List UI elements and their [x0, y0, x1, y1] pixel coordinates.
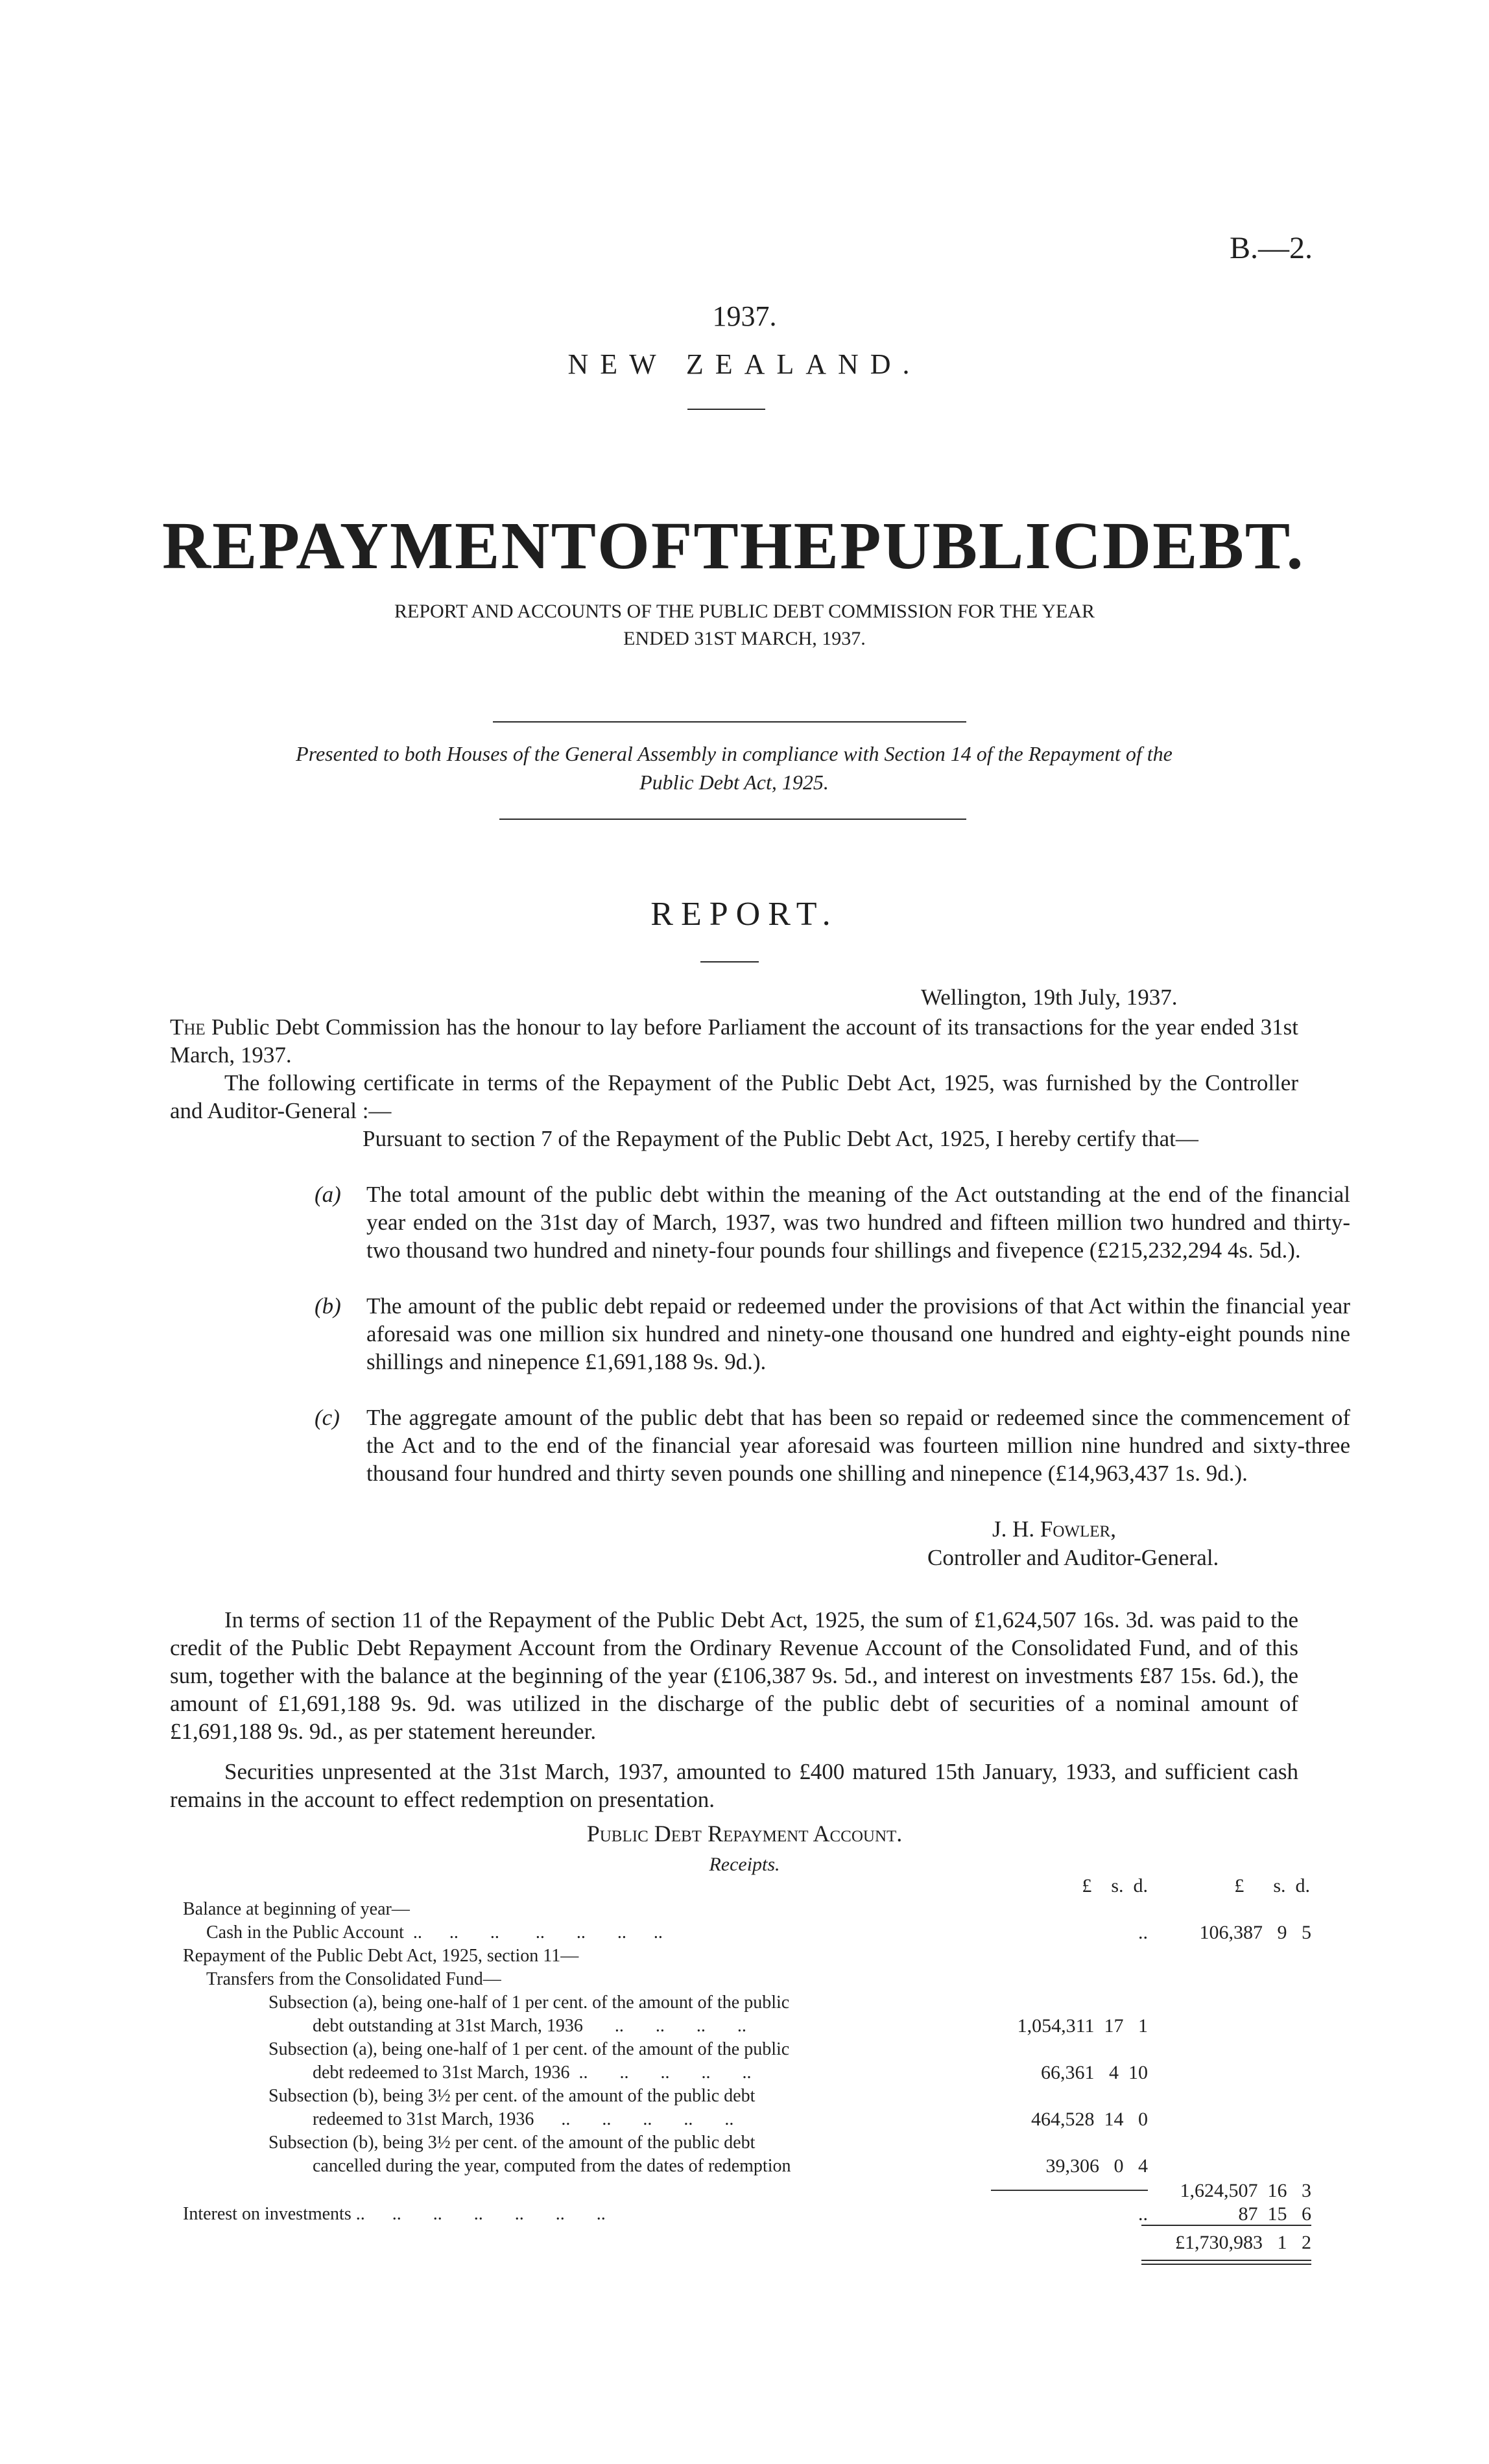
item-text: The aggregate amount of the public debt that has been so repaid or redeemed since the commencement of the Act and to the end of the financial year aforesaid was fourteen million nine hundred and sixty-three thousand four hundred and thirty seven pounds one shilling and ninepence (£14,963,437 1s. 9d.). [366, 1405, 1350, 1486]
table-row [183, 1898, 1311, 1921]
cell-c2 [1148, 2155, 1311, 2178]
terms-paragraph: In terms of section 11 of the Repayment of the Public Debt Act, 1925, the sum of £1,624,507 16s. 3d. was paid to the credit of the Public Debt Repayment Account from the Ordinary Revenue Account of the Consolidated Fund, and of this sum, together with the balance at the beginning of the year (£106,387 9s. 5d., and interest on investments £87 15s. 6d.), the amount of £1,691,188 9s. 9d. was utilized in the discharge of the public debt of securities of a nominal amount of £1,691,188 9s. 9d., as per statement hereunder. [170, 1607, 1298, 1744]
report-intro [170, 1013, 1298, 1069]
row-text: Cash in the Public Account .. .. .. .. .. .. .. [206, 1922, 663, 1943]
row-text: debt redeemed to 31st March, 1936 .. .. .. .. .. [313, 2063, 752, 2083]
cell-c2 [1148, 1968, 1311, 1991]
divider [493, 721, 966, 723]
title-word: REPAYMENT [162, 508, 597, 583]
cell-c2 [1148, 2085, 1311, 2108]
account-total: £1,730,983 1 2 [1175, 2232, 1311, 2253]
cell-c1 [978, 2038, 1148, 2061]
cell-c2 [1148, 2038, 1311, 2061]
item-label: (b) [315, 1293, 341, 1319]
certificate-item [315, 1180, 1350, 1264]
presented-line: Presented to both Houses of the General Assembly in compliance with Section 14 of the Repayment of the [296, 742, 1173, 765]
table-row [183, 2108, 1311, 2131]
title-word: PUBLIC [840, 508, 1102, 583]
subtitle-line: ENDED 31ST MARCH, 1937. [623, 628, 866, 649]
subtotal-rule [978, 2179, 1148, 2203]
cell-c2 [1148, 2131, 1311, 2155]
intro-lead: The [170, 1014, 206, 1040]
signatory-title: Controller and Auditor-General. [927, 1545, 1219, 1570]
row-text: debt outstanding at 31st March, 1936 .. .. .. .. [313, 2016, 746, 2036]
cell-c1 [978, 1968, 1148, 1991]
item-text: The total amount of the public debt within the meaning of the Act outstanding at the end of the financial year ended on the 31st day of March, 1937, was two hundred and fifteen million two hundred and thirty-two thousand two hundred and ninety-four pounds four shillings and fivepence (£215,232,294 4s. 5d.). [366, 1182, 1350, 1263]
cell-c1 [978, 1898, 1148, 1921]
cell-c1: 66,361 4 10 [1041, 2062, 1148, 2083]
report-date: Wellington, 19th July, 1937. [921, 985, 1178, 1010]
column-header: £ s. d. [1082, 1875, 1148, 1896]
row-text: Subsection (b), being 3½ per cent. of the amount of the public debt [268, 2133, 756, 2153]
row-text: cancelled during the year, computed from the dates of redemption [313, 2156, 791, 2176]
intro-text: Public Debt Commission has the honour to lay before Parliament the account of its transactions for the year ended 31st March, 1937. [170, 1014, 1298, 1068]
presented-line: Public Debt Act, 1925. [639, 771, 829, 794]
row-text: Transfers from the Consolidated Fund— [206, 1969, 501, 1989]
cell-c2: 106,387 9 5 [1199, 1922, 1311, 1943]
title-word: THE [693, 508, 840, 583]
total-double-rule [1141, 2260, 1311, 2261]
cell-c2: 1,624,507 16 3 [1180, 2180, 1311, 2201]
cell-c2: 87 15 6 [1238, 2203, 1311, 2225]
row-text: Subsection (a), being one-half of 1 per cent. of the amount of the public [268, 2039, 790, 2059]
certificate-lead: Pursuant to section 7 of the Repayment of the Public Debt Act, 1925, I hereby certify that— [363, 1126, 1198, 1151]
table-row [183, 2085, 1311, 2108]
divider [700, 961, 759, 963]
cell-c2 [1148, 1944, 1311, 1968]
table-row [183, 2178, 1311, 2203]
document-year: 1937. [712, 300, 777, 332]
table-row [183, 1968, 1311, 1991]
cell-c2 [1148, 2015, 1311, 2038]
title-word: DEBT. [1102, 508, 1305, 583]
table-row [183, 2061, 1311, 2085]
item-text: The amount of the public debt repaid or redeemed under the provisions of that Act within the financial year aforesaid was one million six hundred and ninety-one thousand one hundred and eighty-eight pounds nine shillings and ninepence £1,691,188 9s. 9d.). [366, 1293, 1350, 1374]
certificate-intro: The following certificate in terms of the Repayment of the Public Debt Act, 1925, was furnished by the Controller and Auditor-General :— [170, 1070, 1298, 1123]
row-text: Subsection (a), being one-half of 1 per cent. of the amount of the public [268, 1992, 790, 2013]
row-text: Repayment of the Public Debt Act, 1925, section 11— [183, 1946, 579, 1966]
item-label: (a) [315, 1182, 341, 1207]
cell-c1 [978, 1944, 1148, 1968]
account-table [183, 1898, 1311, 2226]
cell-c1 [978, 2131, 1148, 2155]
table-row [183, 1921, 1311, 1944]
signatory-name: J. H. Fowler, [992, 1516, 1116, 1542]
cell-c2 [1148, 1991, 1311, 2015]
country-heading: NEW ZEALAND. [567, 348, 922, 380]
certificate-item [315, 1292, 1350, 1376]
cell-c2 [1148, 2108, 1311, 2131]
divider [687, 409, 765, 410]
report-heading: REPORT. [650, 896, 839, 933]
cell-c1: 1,054,311 17 1 [1017, 2015, 1148, 2037]
divider [499, 819, 966, 820]
account-title: Public Debt Repayment Account. [586, 1821, 903, 1847]
table-row [183, 2203, 1311, 2226]
item-label: (c) [315, 1405, 340, 1430]
certificate-item [315, 1404, 1350, 1487]
document-reference: B.—2. [1229, 231, 1313, 265]
table-row [183, 1944, 1311, 1968]
table-row [183, 2038, 1311, 2061]
row-text: redeemed to 31st March, 1936 .. .. .. .. .. [313, 2109, 734, 2129]
subtitle-line: REPORT AND ACCOUNTS OF THE PUBLIC DEBT COMMISSION FOR THE YEAR [394, 601, 1095, 622]
cell-c2 [1148, 2061, 1311, 2085]
total-rule [1141, 2225, 1311, 2226]
subtitle [0, 598, 1489, 652]
row-text: Balance at beginning of year— [183, 1899, 410, 1919]
account-subtitle: Receipts. [709, 1854, 780, 1875]
column-header: £ s. d. [1234, 1875, 1310, 1896]
total-double-rule [1141, 2264, 1311, 2265]
cell-c1: .. [1138, 1922, 1148, 1943]
cell-c1: 39,306 0 4 [1045, 2155, 1148, 2177]
cell-c1: .. [1138, 2203, 1148, 2225]
securities-paragraph: Securities unpresented at the 31st March, 1937, amounted to £400 matured 15th January, 1933, and sufficient cash remains in the account to effect redemption on presentation. [170, 1759, 1298, 1812]
cell-c1 [978, 2085, 1148, 2108]
table-row [183, 2155, 1311, 2178]
main-title [162, 507, 1305, 584]
presented-note [170, 739, 1298, 796]
row-text [183, 2179, 978, 2203]
title-word: OF [597, 508, 694, 583]
cell-c2 [1148, 1898, 1311, 1921]
cell-c1 [978, 1991, 1148, 2015]
table-row [183, 2131, 1311, 2155]
table-row [183, 2015, 1311, 2038]
table-row [183, 1991, 1311, 2015]
row-text: Subsection (b), being 3½ per cent. of the amount of the public debt [268, 2086, 756, 2106]
cell-c1: 464,528 14 0 [1031, 2109, 1148, 2130]
row-text: Interest on investments .. .. .. .. .. .. .. [183, 2204, 606, 2224]
